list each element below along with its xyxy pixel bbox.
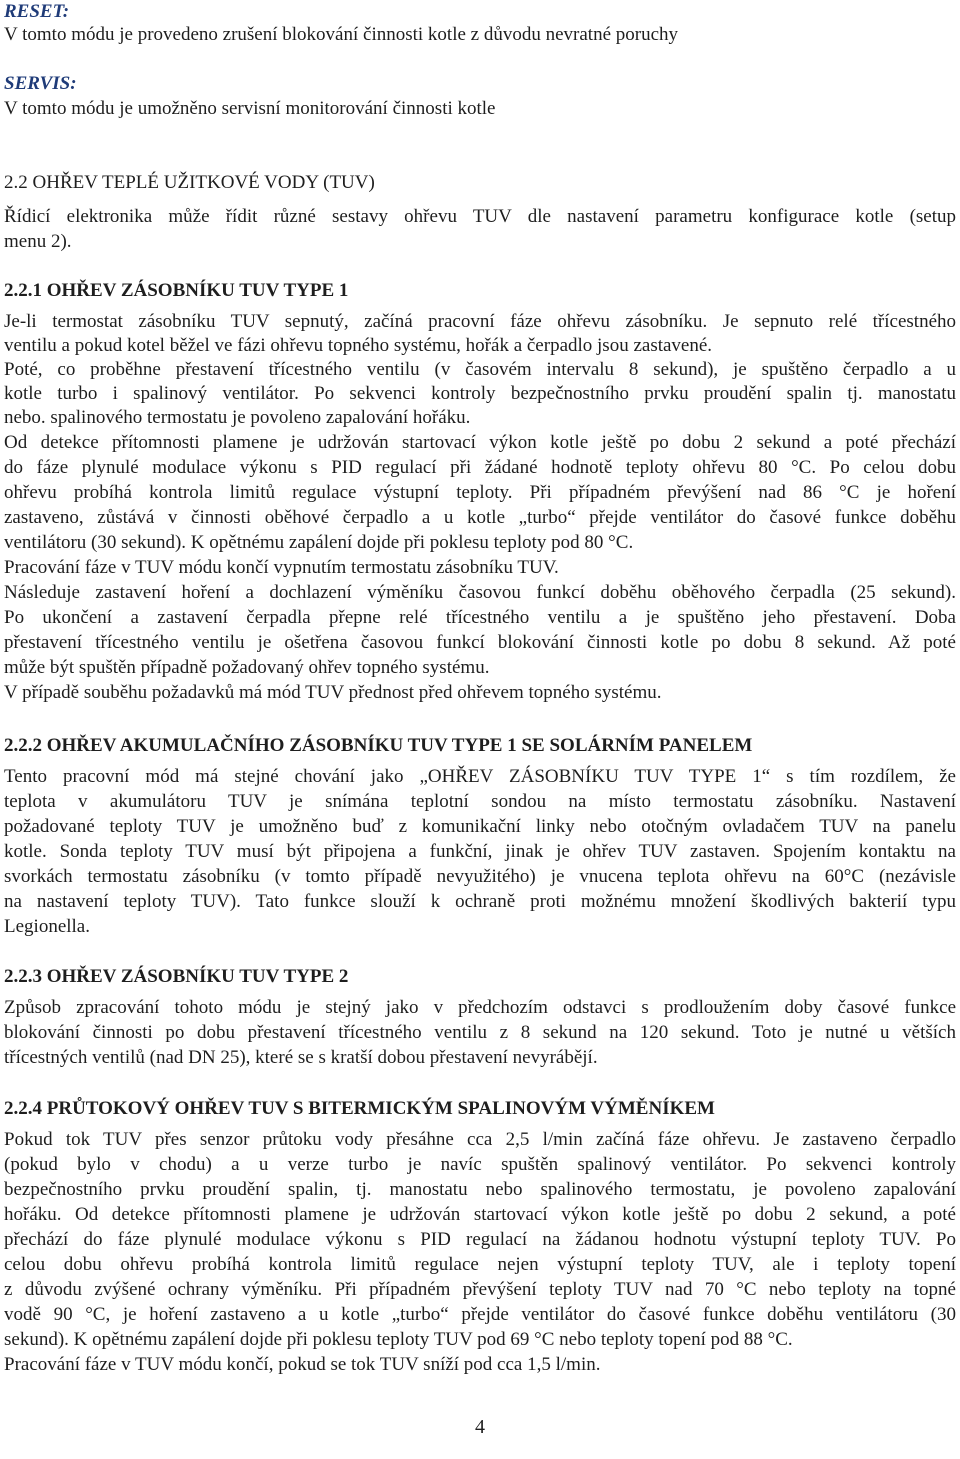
section-2-2-1-line: přestavení třícestného ventilu je ošetřena časovou funkcí blokování činnosti kotle po dobu 8 sekund. Až poté	[4, 632, 956, 653]
section-2-2-1-line: do fáze plynulé modulace výkonu s PID regulací při žádané hodnotě teploty ohřevu 80 °C. Po celou dobu	[4, 457, 956, 478]
section-2-2-2-line: kotle. Sonda teploty TUV musí být připojena a funkční, jinak je ohřev TUV zastaven. Spojením kontaktu na	[4, 841, 956, 862]
section-2-2-2-heading: 2.2.2 OHŘEV AKUMULAČNÍHO ZÁSOBNÍKU TUV TYPE 1 SE SOLÁRNÍM PANELEM	[4, 735, 753, 756]
section-2-2-4-line: z důvodu zvýšené ochrany výměníku. Při případném převýšení teploty TUV nad 70 °C nebo teploty na topné	[4, 1279, 956, 1300]
section-2-2-2-line: požadované teploty TUV je umožněno buď z komunikační linky nebo otočným ovladačem TUV na panelu	[4, 816, 956, 837]
section-2-2-1-heading: 2.2.1 OHŘEV ZÁSOBNÍKU TUV TYPE 1	[4, 280, 349, 301]
section-2-2-1-line: V případě souběhu požadavků má mód TUV přednost před ohřevem topného systému.	[4, 682, 662, 703]
section-2-2-1-line: ventilátoru (30 sekund). K opětnému zapálení dojde při poklesu teploty pod 80 °C.	[4, 532, 634, 553]
section-2-2-1-line: ventilu a pokud kotel běžel ve fázi ohřevu topného systému, hořák a čerpadlo jsou zastavené.	[4, 335, 713, 356]
section-2-2-4-line: Pokud tok TUV přes senzor průtoku vody přesáhne cca 2,5 l/min začíná fáze ohřevu. Je zastaveno čerpadlo	[4, 1129, 956, 1150]
section-2-2-1-line: může být spuštěn případně požadovaný ohřev topného systému.	[4, 657, 490, 678]
section-2-2-1-line: Následuje zastavení hoření a dochlazení výměníku časovou funkcí doběhu oběhového čerpadla (25 sekund).	[4, 582, 956, 603]
section-2-2-1-line: Poté, co proběhne přestavení třícestného ventilu (v časovém intervalu 8 sekund), je spuštěno čerpadlo a u	[4, 359, 956, 380]
section-2-2-2-line: svorkách termostatu zásobníku (v tomto případě nevyužitého) je vnucena teplota ohřevu na 60°C (nezávisle	[4, 866, 956, 887]
section-2-2-1-line: zastaveno, zůstává v činnosti oběhové čerpadlo a u kotle „turbo“ přejde ventilátor do časové funkce doběhu	[4, 507, 956, 528]
reset-text: V tomto módu je provedeno zrušení blokování činnosti kotle z důvodu nevratné poruchy	[4, 24, 679, 45]
section-2-2-1-line: Pracování fáze v TUV módu končí vypnutím termostatu zásobníku TUV.	[4, 557, 559, 578]
section-2-2-line: Řídicí elektronika může řídit různé sestavy ohřevu TUV dle nastavení parametru konfigurace kotle (setup	[4, 206, 956, 227]
section-2-2-4-heading: 2.2.4 PRŮTOKOVÝ OHŘEV TUV S BITERMICKÝM SPALINOVÝM VÝMĚNÍKEM	[4, 1098, 715, 1119]
section-2-2-4-line: Pracování fáze v TUV módu končí, pokud se tok TUV sníží pod cca 1,5 l/min.	[4, 1354, 601, 1375]
section-2-2-4-line: vodě 90 °C, je hoření zastaveno a u kotle „turbo“ přejde ventilátor do časové funkce doběhu ventilátoru (30	[4, 1304, 956, 1325]
page-number: 4	[475, 1416, 485, 1438]
section-2-2-4-line: přechází do fáze plynulé modulace výkonu s PID regulací na žádanou hodnotu výstupní teploty TUV. Po	[4, 1229, 956, 1250]
section-2-2-1-line: ohřevu probíhá kontrola limitů regulace výstupní teploty. Při případném převýšení nad 86 °C je hoření	[4, 482, 956, 503]
servis-text: V tomto módu je umožněno servisní monitorování činnosti kotle	[4, 98, 496, 119]
section-2-2-2-line: Legionella.	[4, 916, 90, 937]
section-2-2-3-line: Způsob zpracování tohoto módu je stejný jako v předchozím odstavci s prodloužením doby časové funkce	[4, 997, 956, 1018]
section-2-2-4-line: hořáku. Od detekce přítomnosti plamene je udržován startovací výkon kotle ještě po dobu 2 sekund, a poté	[4, 1204, 956, 1225]
section-2-2-4-line: sekund). K opětnému zapálení dojde při poklesu teploty TUV pod 69 °C nebo teploty topení pod 88 °C.	[4, 1329, 793, 1350]
section-2-2-line: menu 2).	[4, 231, 72, 252]
section-2-2-4-line: (pokud bylo v chodu) a u verze turbo je navíc spuštěn spalinový ventilátor. Po sekvenci kontroly	[4, 1154, 956, 1175]
section-2-2-1-line: Po ukončení a zastavení čerpadla přepne relé třícestného ventilu a je spuštěno jeho přestavení. Doba	[4, 607, 956, 628]
section-2-2-2-line: na nastavení teploty TUV). Tato funkce slouží k ochraně proti možnému množení škodlivých bakterií typu	[4, 891, 956, 912]
section-2-2-4-line: bezpečnostního prvku proudění spalin, tj. manostatu nebo spalinového termostatu, je povoleno zapalování	[4, 1179, 956, 1200]
section-2-2-1-line: Od detekce přítomnosti plamene je udržován startovací výkon kotle ještě po dobu 2 sekund a poté přechází	[4, 432, 956, 453]
section-2-2-heading: 2.2 OHŘEV TEPLÉ UŽITKOVÉ VODY (TUV)	[4, 172, 375, 193]
section-2-2-3-heading: 2.2.3 OHŘEV ZÁSOBNÍKU TUV TYPE 2	[4, 966, 349, 987]
section-2-2-2-line: Tento pracovní mód má stejné chování jako „OHŘEV ZÁSOBNÍKU TUV TYPE 1“ s tím rozdílem, že	[4, 766, 956, 787]
section-2-2-3-line: blokování činnosti po dobu přestavení třícestného ventilu z 8 sekund na 120 sekund. Toto je nutné u větších	[4, 1022, 956, 1043]
servis-label: SERVIS:	[4, 73, 77, 94]
section-2-2-1-line: Je-li termostat zásobníku TUV sepnutý, začíná pracovní fáze ohřevu zásobníku. Je sepnuto relé třícestného	[4, 311, 956, 332]
section-2-2-1-line: nebo. spalinového termostatu je povoleno zapalování hořáku.	[4, 407, 471, 428]
section-2-2-2-line: teplota v akumulátoru TUV je snímána teplotní sondou na místo termostatu zásobníku. Nastavení	[4, 791, 956, 812]
section-2-2-4-line: celou dobu ohřevu probíhá kontrola limitů regulace nejen výstupní teploty TUV, ale i teploty topení	[4, 1254, 956, 1275]
section-2-2-3-line: třícestných ventilů (nad DN 25), které se s kratší dobou přestavení nevyrábějí.	[4, 1047, 598, 1068]
reset-label: RESET:	[4, 1, 70, 22]
section-2-2-1-line: kotle turbo i spalinový ventilátor. Po sekvenci kontroly bezpečnostního prvku proudění spalin tj. manostatu	[4, 383, 956, 404]
